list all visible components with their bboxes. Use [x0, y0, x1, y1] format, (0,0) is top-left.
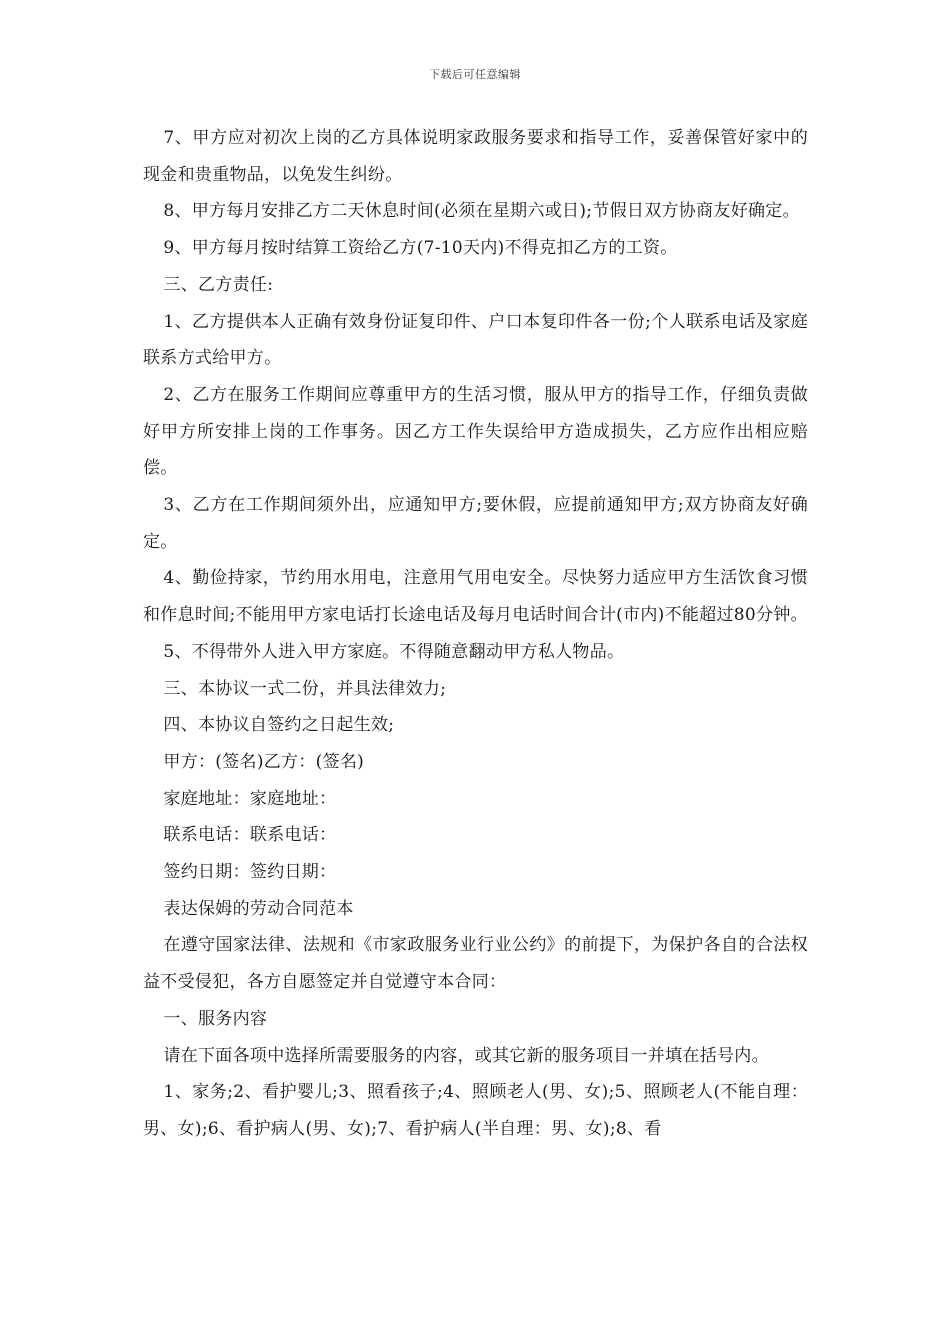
date-line: 签约日期：签约日期： [163, 862, 337, 883]
paragraph-party-b-3: 3、乙方在工作期间须外出，应通知甲方;要休假，应提前通知甲方;双方协商友好确定。 [143, 495, 808, 552]
paragraph-party-b-2: 2、乙方在服务工作期间应尊重甲方的生活习惯，服从甲方的指导工作，仔细负责做好甲方所安排上岗的工作事务。因乙方工作失误给甲方造成损失，乙方应作出相应赔偿。 [143, 384, 808, 479]
document-title: 表达保姆的劳动合同范本 [163, 898, 354, 919]
paragraph-service-list: 1、家务;2、看护婴儿;3、照看孩子;4、照顾老人(男、女);5、照顾老人(不能自理：男、女);6、看护病人(男、女);7、看护病人(半自理：男、女);8、看 [143, 1082, 808, 1139]
paragraph-party-b-1: 1、乙方提供本人正确有效身份证复印件、户口本复印件各一份;个人联系电话及家庭联系方式给甲方。 [143, 311, 808, 369]
section-heading-service-content: 一、服务内容 [163, 1008, 268, 1029]
paragraph-preamble: 在遵守国家法律、法规和《市家政服务业行业公约》的前提下，为保护各自的合法权益不受侵犯，各方自愿签定并自觉遵守本合同： [143, 935, 808, 993]
address-line: 家庭地址：家庭地址： [163, 788, 337, 809]
paragraph-copies: 三、本协议一式二份，并具法律效力; [163, 678, 447, 699]
paragraph-party-b-5: 5、不得带外人进入甲方家庭。不得随意翻动甲方私人物品。 [163, 641, 625, 662]
section-heading-party-b-duties: 三、乙方责任: [163, 274, 274, 295]
page-header-note: 下载后可任意编辑 [429, 68, 521, 81]
document-body [143, 120, 808, 1148]
paragraph-clause-7: 7、甲方应对初次上岗的乙方具体说明家政服务要求和指导工作，妥善保管好家中的现金和贵重物品，以免发生纠纷。 [143, 128, 808, 185]
paragraph-party-b-4: 4、勤俭持家，节约用水用电，注意用气用电安全。尽快努力适应甲方生活饮食习惯和作息时间;不能用甲方家电话打长途电话及每月电话时间合计(市内)不能超过80分钟。 [143, 568, 808, 626]
signature-line: 甲方：(签名)乙方：(签名) [163, 751, 365, 772]
paragraph-service-instructions: 请在下面各项中选择所需要服务的内容，或其它新的服务项目一并填在括号内。 [163, 1045, 769, 1066]
paragraph-effective: 四、本协议自签约之日起生效; [163, 715, 395, 736]
paragraph-clause-9: 9、甲方每月按时结算工资给乙方(7-10天内)不得克扣乙方的工资。 [163, 238, 678, 259]
phone-line: 联系电话：联系电话： [163, 825, 337, 846]
paragraph-clause-8: 8、甲方每月安排乙方二天休息时间(必须在星期六或日);节假日双方协商友好确定。 [163, 201, 800, 222]
